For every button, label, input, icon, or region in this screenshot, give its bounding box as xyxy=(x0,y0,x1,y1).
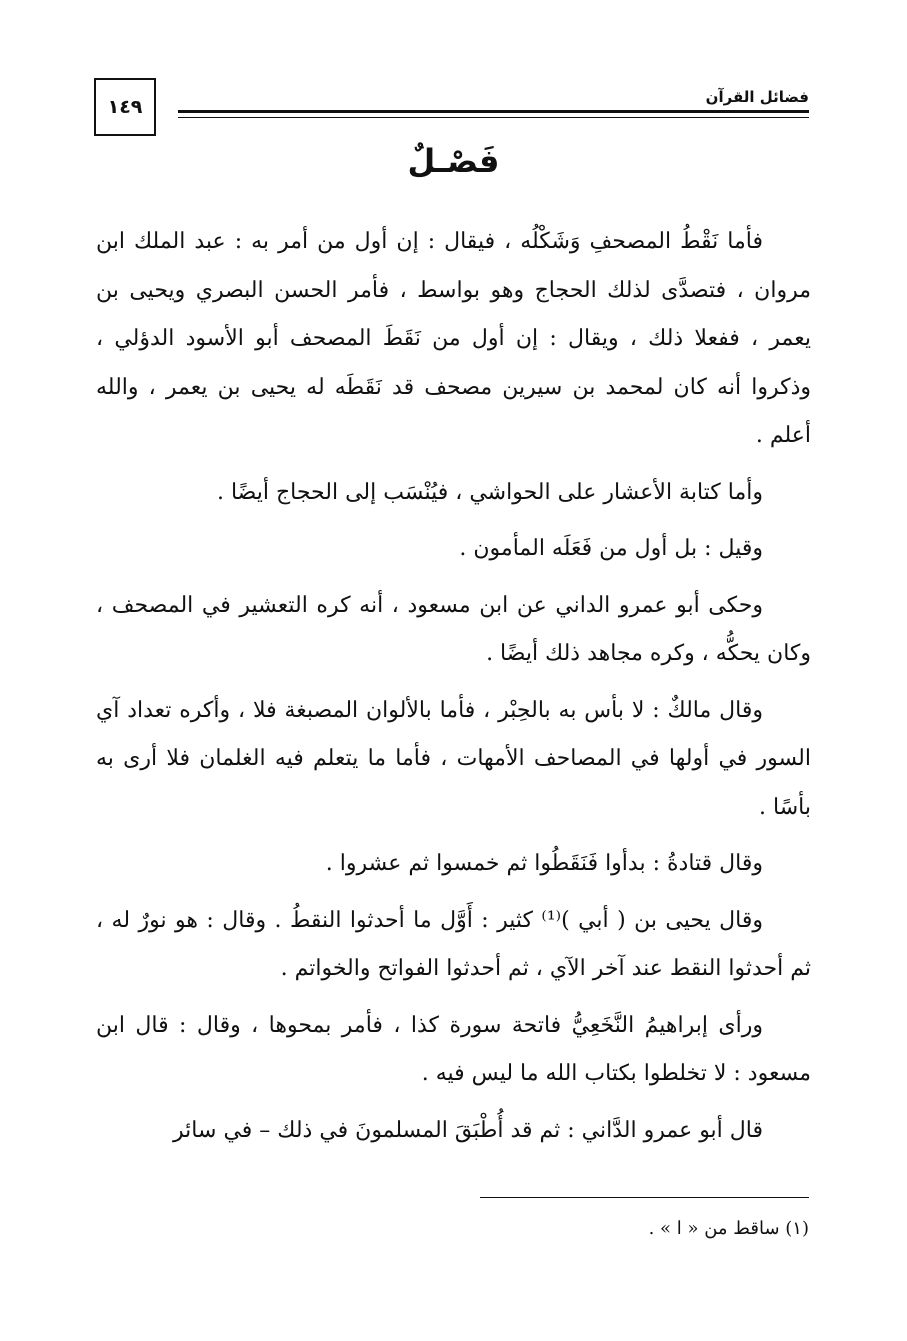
paragraph-8: ورأى إبراهيمُ النَّخَعِيُّ فاتحة سورة كذا ، فأمر بمحوها ، وقال : قال ابن مسعود : لا تخلطوا بكتاب الله ما ليس فيه . xyxy=(96,1012,811,1086)
paragraph-2: وأما كتابة الأعشار على الحواشي ، فيُنْسَب إلى الحجاج أيضًا . xyxy=(216,479,763,505)
paragraph-1: فأما نَقْطُ المصحفِ وَشَكْلُه ، فيقال : إن أول من أمر به : عبد الملك ابن مروان ، فتصدَّى لذلك الحجاج وهو بواسط ، فأمر الحسن البصري ويحيى بن يعمر ، ففعلا ذلك ، ويقال : إن أول من نَقَطَ المصحف أبو الأسود الدؤلي ، وذكروا أنه كان لمحمد بن سيرين مصحف قد نَقَطَه له يحيى بن يعمر ، والله أعلم . xyxy=(96,229,811,448)
paragraph-5: وقال مالكٌ : لا بأس به بالحِبْر ، فأما بالألوان المصبغة فلا ، وأكره تعداد آي السور في أولها في المصاحف الأمهات ، فأما ما يتعلم فيه الغلمان فلا أرى به بأسًا . xyxy=(96,697,811,820)
page-number: ١٤٩ xyxy=(94,78,156,136)
paragraph-6: وقال قتادةُ : بدأوا فَنَقَطُوا ثم خمسوا ثم عشروا . xyxy=(325,851,763,876)
header-rule-thin xyxy=(178,117,809,118)
header-rule-thick xyxy=(178,110,809,113)
footnote: (١) ساقط من « ا » . xyxy=(648,1218,809,1239)
body-text xyxy=(96,218,811,1163)
paragraph-4: وحكى أبو عمرو الداني عن ابن مسعود ، أنه كره التعشير في المصحف ، وكان يحكُّه ، وكره مجاهد ذلك أيضًا . xyxy=(96,592,811,666)
paragraph-9: قال أبو عمرو الدَّاني : ثم قد أُطْبَقَ المسلمونَ في ذلك – في سائر xyxy=(173,1117,763,1143)
paragraph-7: وقال يحيى بن ( أبي )⁽¹⁾ كثير : أَوَّل ما أحدثوا النقطُ . وقال : هو نورٌ له ، ثم أحدثوا النقط عند آخر الآي ، ثم أحدثوا الفواتح والخواتم . xyxy=(96,907,811,981)
section-title: فَصْـلٌ xyxy=(407,142,500,180)
running-header-title: فضائل القرآن xyxy=(705,88,809,106)
footnote-rule xyxy=(480,1197,809,1198)
paragraph-3: وقيل : بل أول من فَعَلَه المأمون . xyxy=(459,536,763,561)
